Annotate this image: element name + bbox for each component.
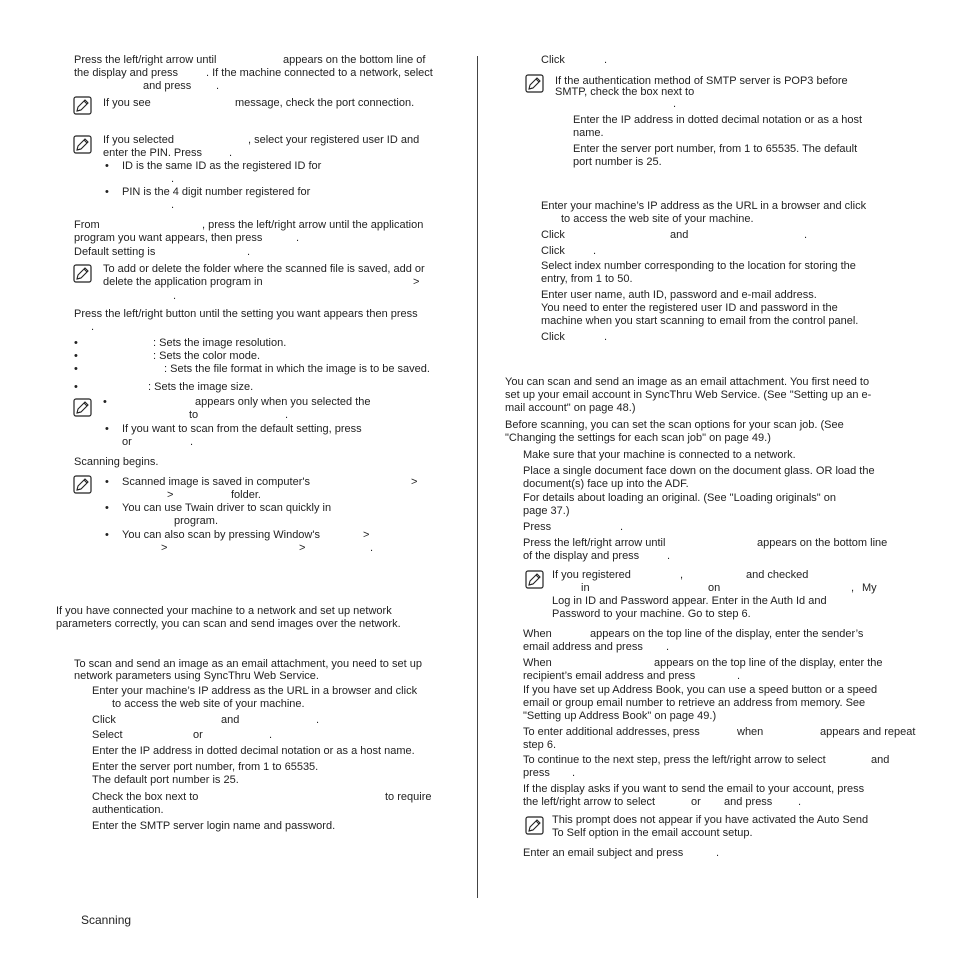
text-line: Enter an email subject and press (523, 847, 684, 859)
text-line: Enter the server port number, from 1 to 65535. (92, 761, 319, 773)
bullet: • (105, 476, 109, 488)
text-line: > (161, 542, 168, 554)
text-line: If you selected (103, 134, 174, 146)
text-line: . (171, 173, 175, 185)
text-line: If the authentication method of SMTP server is POP3 before (555, 75, 848, 87)
text-line: folder. (231, 489, 261, 501)
text-line: to require (385, 791, 432, 803)
text-line: You can use Twain driver to scan quickly in (122, 502, 332, 514)
text-line: Enter the server port number, from 1 to 65535. The default (573, 143, 858, 155)
text-line: when (737, 726, 764, 738)
text-line: Make sure that your machine is connected to a network. (523, 449, 796, 461)
text-line: recipient’s email address and press (523, 670, 696, 682)
text-line: . (604, 54, 608, 66)
text-line: The default port number is 25. (92, 774, 239, 786)
text-line: . (673, 98, 677, 110)
text-line: . (229, 147, 233, 159)
text-line: , press the left/right arrow until the application (202, 219, 424, 231)
text-line: Press the left/right button until the setting you want appears then press (74, 308, 418, 320)
text-line: From (74, 219, 100, 231)
text-line: and (871, 754, 890, 766)
text-line: Default setting is (74, 246, 156, 258)
note-pencil-icon (525, 816, 544, 835)
text-line: PIN is the 4 digit number registered for (122, 186, 311, 198)
bullet: • (74, 363, 78, 375)
text-line: Press the left/right arrow until (523, 537, 666, 549)
text-line: Enter the IP address in dotted decimal notation or as a host name. (92, 745, 415, 757)
text-line: To enter additional addresses, press (523, 726, 700, 738)
text-line: . (604, 331, 608, 343)
text-line: . (572, 767, 576, 779)
text-line: Enter your machine’s IP address as the URL in a browser and click (92, 685, 418, 697)
text-line: the left/right arrow to select (523, 796, 656, 808)
text-line: Enter the IP address in dotted decimal notation or as a host (573, 114, 863, 126)
text-line: If you see (103, 97, 151, 109)
text-line: Log in ID and Password appear. Enter in the Auth Id and (552, 595, 827, 607)
text-line: : Sets the color mode. (153, 350, 260, 362)
text-line: . (667, 550, 671, 562)
text-line: Enter the SMTP server login name and password. (92, 820, 336, 832)
text-line: email or group email number to retrieve an address from memory. See (523, 697, 866, 709)
text-line: Enter your machine’s IP address as the URL in a browser and click (541, 200, 867, 212)
text-line: > (413, 276, 420, 288)
bullet: • (105, 160, 109, 172)
text-line: . (798, 796, 802, 808)
text-line: To Self option in the email account setup. (552, 827, 753, 839)
text-line: name. (573, 127, 604, 139)
text-line: If you registered (552, 569, 631, 581)
text-line: of the display and press (523, 550, 640, 562)
text-line: to access the web site of your machine. (561, 213, 754, 225)
text-line: To continue to the next step, press the left/right arrow to select (523, 754, 826, 766)
note-pencil-icon (73, 398, 92, 417)
note-pencil-icon (525, 570, 544, 589)
text-line: appears and repeat (820, 726, 916, 738)
text-line: press (523, 767, 550, 779)
note-pencil-icon (73, 264, 92, 283)
text-line: . (620, 521, 624, 533)
text-line: If the display asks if you want to send the email to your account, press (523, 783, 865, 795)
text-line: parameters correctly, you can scan and send images over the network. (56, 618, 401, 630)
text-line: appears on the top line of the display, enter the sender’s (590, 628, 864, 640)
text-line: message, check the port connection. (235, 97, 415, 109)
bullet: • (74, 337, 78, 349)
text-line: Before scanning, you can set the scan options for your scan job. (See (505, 419, 844, 431)
text-line: or (122, 436, 132, 448)
text-line: email address and press (523, 641, 643, 653)
text-line: Select index number corresponding to the location for storing the (541, 260, 856, 272)
text-line: To add or delete the folder where the scanned file is saved, add or (103, 263, 425, 275)
text-line: . (171, 199, 175, 211)
note-pencil-icon (73, 475, 92, 494)
text-line: This prompt does not appear if you have activated the Auto Send (552, 814, 869, 826)
text-line: and (670, 229, 689, 241)
text-line: ID is the same ID as the registered ID for (122, 160, 322, 172)
text-line: delete the application program in (103, 276, 263, 288)
text-line: or (193, 729, 203, 741)
text-line: Scanned image is saved in computer's (122, 476, 310, 488)
text-line: . (247, 246, 251, 258)
text-line: appears on the bottom line (757, 537, 888, 549)
text-line: . (216, 80, 220, 92)
text-line: mail account" on page 48.) (505, 402, 636, 414)
text-line: When (523, 657, 552, 669)
text-line: For details about loading an original. (See "Loading originals" on (523, 492, 836, 504)
text-line: program you want appears, then press (74, 232, 263, 244)
bullet: • (105, 529, 109, 541)
text-line: and (221, 714, 240, 726)
text-line: port number is 25. (573, 156, 662, 168)
text-line: . (173, 290, 177, 302)
text-line: appears only when you selected the (195, 396, 371, 408)
text-line: . (804, 229, 808, 241)
text-line: You can scan and send an image as an email attachment. You first need to (505, 376, 870, 388)
text-line: and press (724, 796, 773, 808)
text-line: . (316, 714, 320, 726)
text-line: If you have set up Address Book, you can use a speed button or a speed (523, 684, 878, 696)
text-line: to (189, 409, 199, 421)
text-line: Check the box next to (92, 791, 199, 803)
note-pencil-icon (73, 135, 92, 154)
text-line: network parameters using SyncThru Web Service. (74, 670, 319, 682)
text-line: . (91, 321, 95, 333)
text-line: Click (92, 714, 116, 726)
text-line: > (411, 476, 418, 488)
text-line: appears on the top line of the display, enter the (654, 657, 883, 669)
text-line: step 6. (523, 739, 557, 751)
text-line: : Sets the image size. (148, 381, 254, 393)
bullet: • (105, 502, 109, 514)
text-line: page 37.) (523, 505, 570, 517)
text-line: Press (523, 521, 552, 533)
text-line: Select (92, 729, 123, 741)
text-line: "Changing the settings for each scan job" on page 49.) (505, 432, 771, 444)
bullet: • (103, 396, 107, 408)
text-line: and press (143, 80, 192, 92)
text-line: . (716, 847, 720, 859)
text-line: : Sets the image resolution. (153, 337, 287, 349)
text-line: appears on the bottom line of (283, 54, 426, 66)
text-line: > (167, 489, 174, 501)
bullet: • (74, 381, 78, 393)
text-line: . If the machine connected to a network, select (206, 67, 433, 79)
text-line: If you want to scan from the default setting, press (122, 423, 362, 435)
text-line: and checked (746, 569, 809, 581)
text-line: or (691, 796, 701, 808)
text-line: > (299, 542, 306, 554)
text-line: , (851, 582, 855, 594)
text-line: SMTP, check the box next to (555, 86, 695, 98)
text-line: , select your registered user ID and (248, 134, 420, 146)
text-line: : Sets the file format in which the image is to be saved. (164, 363, 430, 375)
text-line: document(s) face up into the ADF. (523, 478, 689, 490)
text-line: . (370, 542, 374, 554)
page-footer-label: Scanning (81, 913, 132, 927)
text-line: When (523, 628, 552, 640)
text-line: set up your email account in SyncThru Web Service. (See "Setting up an e- (505, 389, 872, 401)
bullet: • (74, 350, 78, 362)
text-line: Enter user name, auth ID, password and e-mail address. (541, 289, 817, 301)
text-line: enter the PIN. Press (103, 147, 203, 159)
column-divider (477, 56, 478, 898)
text-line: Password to your machine. Go to step 6. (552, 608, 751, 620)
text-line: To scan and send an image as an email attachment, you need to set up (74, 658, 422, 670)
text-line: , (680, 569, 684, 581)
text-line: machine when you start scanning to email from the control panel. (541, 315, 859, 327)
text-line: on (708, 582, 721, 594)
text-line: the display and press (74, 67, 178, 79)
text-line: . (666, 641, 670, 653)
text-line: Click (541, 245, 565, 257)
text-line: "Setting up Address Book" on page 49.) (523, 710, 717, 722)
note-pencil-icon (525, 74, 544, 93)
note-pencil-icon (73, 96, 92, 115)
text-line: My (862, 582, 877, 594)
text-line: entry, from 1 to 50. (541, 273, 633, 285)
text-line: Place a single document face down on the document glass. OR load the (523, 465, 875, 477)
text-line: Click (541, 54, 565, 66)
text-line: . (296, 232, 300, 244)
bullet: • (105, 423, 109, 435)
text-line: in (581, 582, 590, 594)
bullet: • (105, 186, 109, 198)
text-line: . (190, 436, 194, 448)
text-line: You can also scan by pressing Window's (122, 529, 320, 541)
text-line: . (737, 670, 741, 682)
text-line: program. (174, 515, 219, 527)
text-line: > (363, 529, 370, 541)
text-line: Scanning begins. (74, 456, 159, 468)
text-line: You need to enter the registered user ID and password in the (541, 302, 838, 314)
text-line: Click (541, 331, 565, 343)
text-line: authentication. (92, 804, 164, 816)
text-line: Press the left/right arrow until (74, 54, 217, 66)
text-line: Click (541, 229, 565, 241)
text-line: If you have connected your machine to a network and set up network (56, 605, 392, 617)
text-line: . (285, 409, 289, 421)
text-line: . (269, 729, 273, 741)
text-line: to access the web site of your machine. (112, 698, 305, 710)
text-line: . (593, 245, 597, 257)
